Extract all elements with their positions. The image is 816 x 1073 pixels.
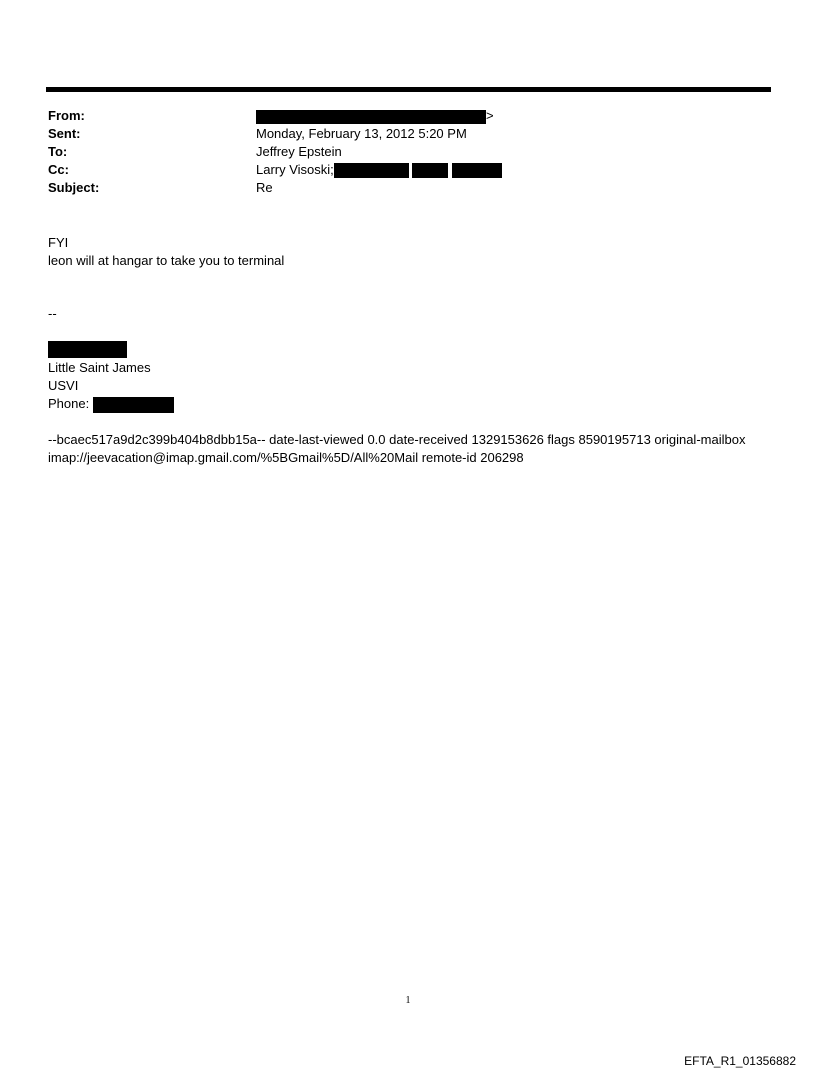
redaction-block xyxy=(452,163,502,178)
signature-separator: -- xyxy=(48,306,57,321)
redaction-block xyxy=(412,163,448,178)
redaction-block xyxy=(256,110,486,124)
body-line-fyi: FYI xyxy=(48,235,69,250)
redaction-block xyxy=(48,341,127,358)
redaction-block xyxy=(93,397,174,413)
cc-value xyxy=(256,161,502,179)
subject-value: Re xyxy=(256,180,273,195)
redaction-block xyxy=(334,163,409,178)
to-value: Jeffrey Epstein xyxy=(256,144,342,159)
from-label: From: xyxy=(48,108,85,123)
bates-number: EFTA_R1_01356882 xyxy=(684,1054,796,1068)
phone-label: Phone: xyxy=(48,396,90,411)
to-label: To: xyxy=(48,144,68,159)
signature-location-1: Little Saint James xyxy=(48,360,151,375)
from-suffix: > xyxy=(486,108,494,123)
cc-label: Cc: xyxy=(48,162,69,177)
email-metadata: --bcaec517a9d2c399b404b8dbb15a-- date-last-viewed 0.0 date-received 1329153626 flags 8590195713 original-mailbox imap://jeevacation@imap.gmail.com/%5BGmail%5D/All%20Mail remote-id 206298 xyxy=(48,432,746,465)
signature-phone xyxy=(48,395,174,413)
sent-value: Monday, February 13, 2012 5:20 PM xyxy=(256,126,467,141)
header-divider xyxy=(46,87,771,92)
from-value xyxy=(256,107,494,125)
subject-label: Subject: xyxy=(48,180,100,195)
signature-location-2: USVI xyxy=(48,378,79,393)
body-line-message: leon will at hangar to take you to terminal xyxy=(48,253,285,268)
cc-name: Larry Visoski; xyxy=(256,162,334,177)
page-number: 1 xyxy=(405,995,411,1006)
sent-label: Sent: xyxy=(48,126,81,141)
